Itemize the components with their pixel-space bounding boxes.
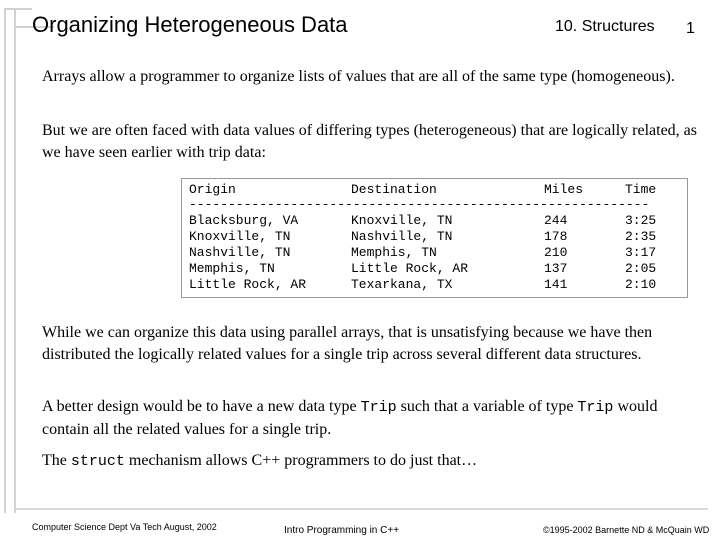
paragraph-struct bbox=[42, 450, 702, 473]
table-row bbox=[182, 245, 687, 261]
cell-destination: Little Rock, AR bbox=[351, 261, 469, 276]
cell-time: 3:17 bbox=[625, 245, 657, 260]
paragraph-heterogeneous: But we are often faced with data values of differing types (heterogeneous) that are logically related, as we have seen earlier with trip data: bbox=[42, 122, 697, 161]
slide-title: Organizing Heterogeneous Data bbox=[32, 12, 348, 37]
footer-middle: Intro Programming in C++ bbox=[284, 525, 400, 536]
code-trip: Trip bbox=[577, 399, 614, 416]
cell-destination: Texarkana, TX bbox=[351, 277, 453, 292]
text-segment: A better design would be to have a new data type bbox=[42, 398, 361, 415]
table-row bbox=[182, 213, 687, 229]
cell-origin: Memphis, TN bbox=[189, 261, 275, 276]
page-number: 1 bbox=[686, 20, 695, 37]
cell-destination: Nashville, TN bbox=[351, 229, 453, 244]
header-time: Time bbox=[625, 182, 657, 197]
frame-line-left-inner bbox=[14, 8, 16, 513]
cell-time: 2:10 bbox=[625, 277, 657, 292]
table-row bbox=[182, 229, 687, 245]
text-segment: would contain all the related values for a single trip. bbox=[42, 398, 658, 438]
cell-destination: Knoxville, TN bbox=[351, 213, 453, 228]
table-divider: ----------------------------------------------------------- bbox=[189, 197, 650, 212]
cell-origin: Little Rock, AR bbox=[189, 277, 307, 292]
paragraph-homogeneous: Arrays allow a programmer to organize lists of values that are all of the same type (homogeneous). bbox=[42, 68, 675, 85]
frame-line-top-outer bbox=[4, 8, 32, 10]
text-segment: The bbox=[42, 452, 71, 469]
footer-left: Computer Science Dept Va Tech August, 2002 bbox=[32, 522, 217, 532]
header-destination: Destination bbox=[351, 182, 437, 197]
cell-time: 2:05 bbox=[625, 261, 657, 276]
table-row bbox=[182, 261, 687, 277]
cell-origin: Nashville, TN bbox=[189, 245, 291, 260]
frame-line-bottom bbox=[14, 508, 708, 510]
cell-miles: 178 bbox=[544, 229, 568, 244]
text-segment: mechanism allows C++ programmers to do just that… bbox=[124, 452, 478, 469]
cell-destination: Memphis, TN bbox=[351, 245, 437, 260]
cell-origin: Blacksburg, VA bbox=[189, 213, 299, 228]
cell-origin: Knoxville, TN bbox=[189, 229, 291, 244]
table-header-row bbox=[182, 182, 687, 198]
frame-line-left-outer bbox=[4, 8, 6, 513]
footer-right: ©1995-2002 Barnette ND & McQuain WD bbox=[543, 525, 710, 535]
cell-miles: 137 bbox=[544, 261, 568, 276]
header-miles: Miles bbox=[544, 182, 584, 197]
cell-time: 2:35 bbox=[625, 229, 657, 244]
cell-miles: 210 bbox=[544, 245, 568, 260]
paragraph-better-design bbox=[42, 396, 702, 441]
code-trip: Trip bbox=[360, 399, 397, 416]
cell-miles: 244 bbox=[544, 213, 568, 228]
cell-miles: 141 bbox=[544, 277, 568, 292]
table-row bbox=[182, 277, 687, 293]
text-segment: such that a variable of type bbox=[396, 398, 578, 415]
header-origin: Origin bbox=[189, 182, 236, 197]
paragraph-parallel-arrays: While we can organize this data using parallel arrays, that is unsatisfying because we have then distributed the logically related values for a single trip across several different data structures. bbox=[42, 324, 653, 363]
trip-data-table bbox=[181, 178, 688, 298]
code-struct: struct bbox=[70, 453, 125, 470]
cell-time: 3:25 bbox=[625, 213, 657, 228]
section-label: 10. Structures bbox=[555, 18, 655, 35]
